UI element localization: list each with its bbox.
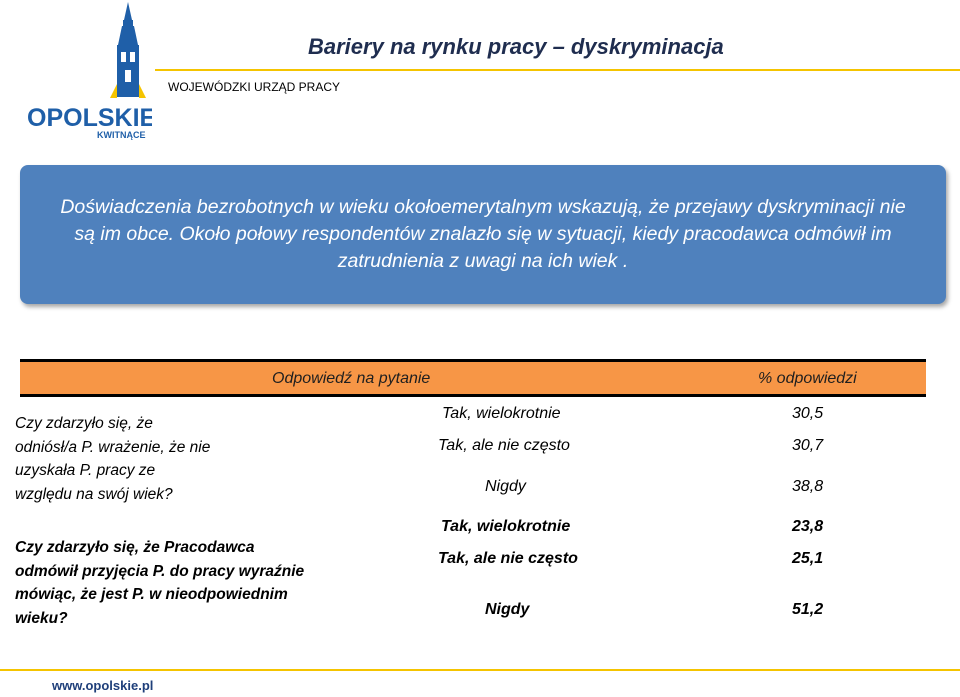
header-divider bbox=[155, 69, 960, 71]
question-2-text: Czy zdarzyło się, że Pracodawca odmówił przyjęcia P. do pracy wyraźnie mówiąc, że jest P. w nieodpowiednim wieku? bbox=[15, 539, 305, 627]
answer-1-2: Tak, ale nie często bbox=[438, 437, 570, 454]
answer-1-3: Nigdy bbox=[485, 478, 526, 495]
table-header bbox=[20, 359, 926, 397]
answer-2-2: Tak, ale nie często bbox=[438, 550, 578, 567]
footer-divider bbox=[0, 669, 960, 671]
answer-2-3: Nigdy bbox=[485, 601, 530, 618]
castle-tower-icon bbox=[22, 0, 152, 140]
percent-2-3: 51,2 bbox=[792, 601, 824, 618]
org-name: WOJEWÓDZKI URZĄD PRACY bbox=[168, 80, 341, 94]
percent-1-2: 30,7 bbox=[792, 437, 824, 454]
answer-2-1: Tak, wielokrotnie bbox=[441, 518, 571, 535]
header-percent: % odpowiedzi bbox=[758, 370, 857, 387]
percent-2-2: 25,1 bbox=[792, 550, 824, 567]
percent-1-1: 30,5 bbox=[792, 405, 824, 422]
percent-2-1: 23,8 bbox=[792, 518, 824, 535]
svg-text:KWITNĄCE: KWITNĄCE bbox=[97, 130, 146, 140]
header-answer: Odpowiedź na pytanie bbox=[272, 370, 431, 387]
page-title: Bariery na rynku pracy – dyskryminacja bbox=[308, 34, 724, 59]
question-1-text: Czy zdarzyło się, że odniósł/a P. wrażenie, że nie uzyskała P. pracy ze względu na swój wiek? bbox=[15, 415, 211, 503]
summary-text: Doświadczenia bezrobotnych w wieku okołoemerytalnym wskazują, że przejawy dyskryminacji nie są im obce. Około połowy respondentów znalazło się w sytuacji, kiedy pracodawca odmówił im zatrudnienia z uwagi na ich wiek . bbox=[60, 196, 906, 272]
answer-1-1: Tak, wielokrotnie bbox=[442, 405, 561, 422]
opolskie-logo bbox=[22, 0, 152, 140]
percent-1-3: 38,8 bbox=[792, 478, 824, 495]
summary-callout bbox=[20, 165, 946, 304]
question-1 bbox=[15, 412, 215, 506]
question-2 bbox=[15, 536, 305, 630]
svg-text:OPOLSKIE: OPOLSKIE bbox=[27, 104, 152, 132]
website-link[interactable]: www.opolskie.pl bbox=[52, 678, 154, 693]
